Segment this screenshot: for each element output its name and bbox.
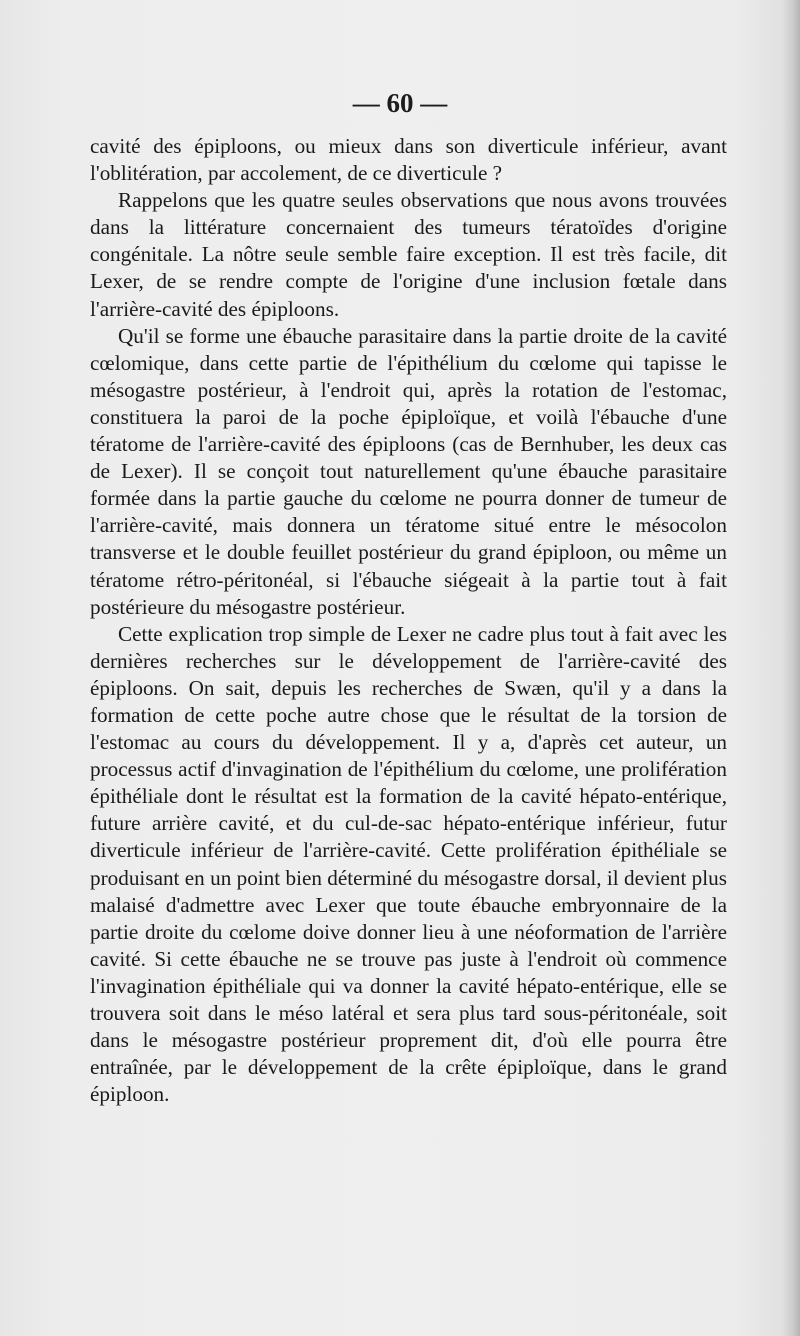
paragraph-3: Qu'il se forme une ébauche parasitaire dans la partie droite de la cavité cœlomique, dans cette partie de l'épithélium du cœlome qui tapisse le mésogastre postérieur, à l'endroit qui, après la rotation de l'estomac, constituera la paroi de la poche épiploïque, et voilà l'ébauche d'une tératome de l'arrière-cavité des épiploons (cas de Bernhuber, les deux cas de Lexer). Il se conçoit tout naturellement qu'une ébauche parasitaire formée dans la partie gauche du cœlome ne pourra donner de tumeur de l'arrière-cavité, mais donnera un tératome situé entre le mésocolon transverse et le double feuillet postérieur du grand épiploon, ou même un tératome rétro-péritonéal, si l'ébauche siégeait à la partie tout à fait postérieure du mésogastre postérieur.	[90, 323, 727, 619]
page-number: — 60 —	[352, 88, 448, 118]
paragraph-4: Cette explication trop simple de Lexer ne cadre plus tout à fait avec les dernières recherches sur le développement de l'arrière-cavité des épiploons. On sait, depuis les recherches de Swæn, qu'il y a dans la formation de cette poche autre chose que le résultat de la torsion de l'estomac au cours du développement. Il y a, d'après cet auteur, un processus actif d'invagination de l'épithélium du cœlome, une prolifération épithéliale dont le résultat est la formation de la cavité hépato-entérique, future arrière cavité, et du cul-de-sac hépato-entérique inférieur, futur diverticule inférieur de l'arrière-cavité. Cette prolifération épithéliale se produisant en un point bien déterminé du mésogastre dorsal, il devient plus malaisé d'admettre avec Lexer que toute ébauche embryonnaire de la partie droite du cœlome doive donner lieu à une néoformation de l'arrière cavité. Si cette ébauche ne se trouve pas juste à l'endroit où commence l'invagination épithéliale qui va donner la cavité hépato-entérique, elle se trouvera soit dans le méso latéral et sera plus tard sous-péritonéale, soit dans le mésogastre postérieur proprement dit, d'où elle pourra être entraînée, par le développement de la crête épiploïque, dans le grand épiploon.	[90, 621, 727, 1107]
paragraph-1: cavité des épiploons, ou mieux dans son diverticule inférieur, avant l'oblitération, par accolement, de ce diverticule ?	[90, 134, 727, 186]
page-edge-shadow	[782, 0, 800, 1336]
body-text	[90, 133, 727, 1108]
paragraph-2: Rappelons que les quatre seules observations que nous avons trouvées dans la littérature concernaient des tumeurs tératoïdes d'origine congénitale. La nôtre seule semble faire exception. Il est très facile, dit Lexer, de se rendre compte de l'origine d'une inclusion fœtale dans l'arrière-cavité des épiploons.	[90, 188, 727, 321]
